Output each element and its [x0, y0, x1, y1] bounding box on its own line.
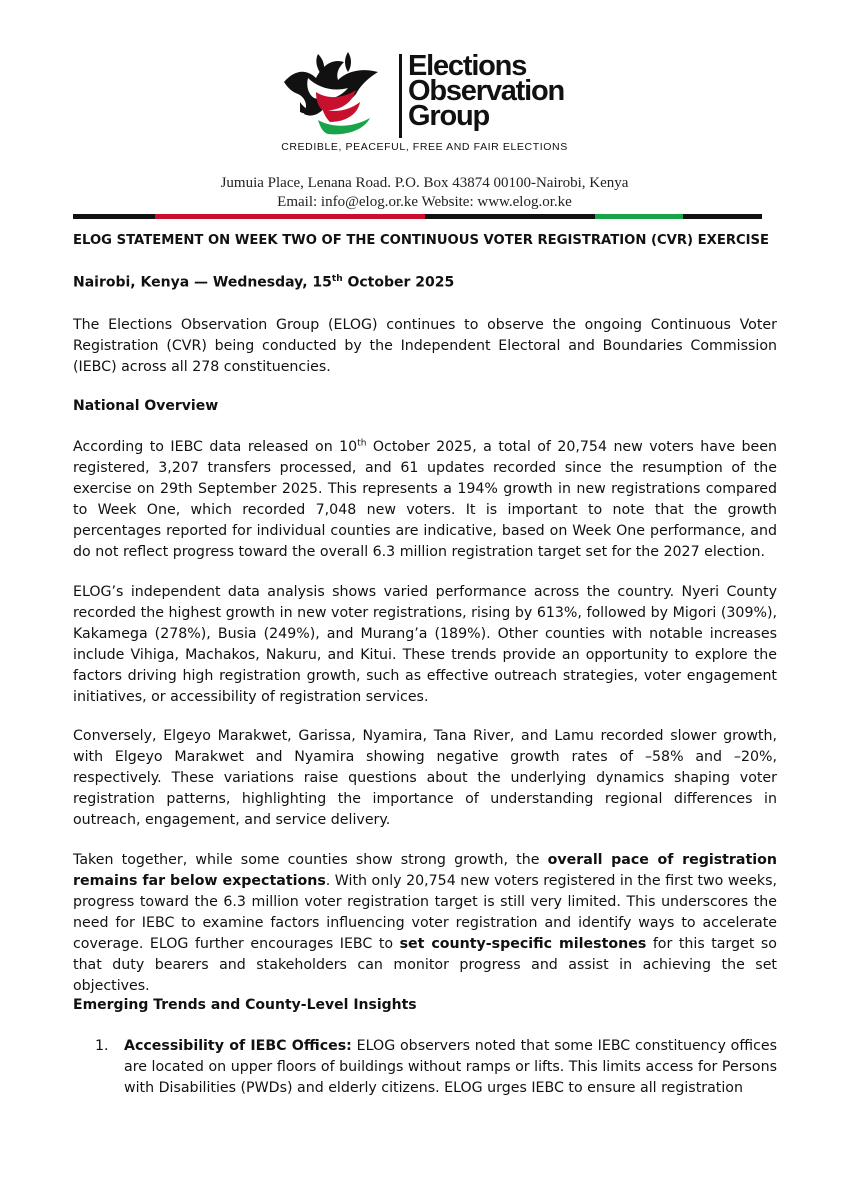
paragraph-text: According to IEBC data released on 10: [73, 439, 358, 455]
superscript: th: [357, 438, 367, 449]
header-rule-black: [425, 214, 595, 219]
header-rule-black: [73, 214, 155, 219]
list-item: [95, 1036, 777, 1099]
analysis-paragraph: ELOG’s independent data analysis shows varied performance across the country. Nyeri County recorded the highest growth in new voter registrations, rising by 613%, followed by Migori (309%), Kakamega (278%), Busia (249%), and Murang’a (189%). Other counties with notable increases include Vihiga, Machakos, Nakuru, and Kitui. These trends provide an opportunity to explore the factors driving high registration growth, such as effective outreach strategies, voter engagement initiatives, or accessibility of registration services.: [73, 584, 777, 705]
header-rule-red: [155, 214, 425, 219]
emphasis-text: set county-specific milestones: [399, 936, 647, 952]
section-heading: National Overview: [73, 398, 219, 414]
list-text: [124, 1036, 777, 1099]
section-heading: Emerging Trends and County-Level Insights: [73, 997, 417, 1013]
letterhead-address: [0, 174, 849, 212]
list-number: 1.: [95, 1038, 109, 1054]
list-item-heading: Accessibility of IEBC Offices:: [124, 1038, 352, 1054]
paragraph-text: Taken together, while some counties show strong growth, the: [73, 852, 548, 868]
logo-line-3: Group: [408, 100, 489, 132]
logo-divider: [399, 54, 402, 138]
header-rule-green: [595, 214, 683, 219]
emphasis-text: overall pace of registration remains far below expectations: [73, 852, 777, 889]
address-line: Jumuia Place, Lenana Road. P.O. Box 43874 00100-Nairobi, Kenya: [220, 175, 629, 191]
dateline-text: Nairobi, Kenya — Wednesday, 15: [73, 274, 332, 291]
tagline: CREDIBLE, PEACEFUL, FREE AND FAIR ELECTIONS: [281, 141, 568, 153]
paragraph-text: for this target so that duty bearers and stakeholders can monitor progress and assist in achieving the set objectives.: [73, 936, 777, 994]
logo-line-2: Observation: [408, 75, 565, 107]
dateline-text: October 2025: [342, 274, 455, 291]
dateline-sup: th: [331, 274, 343, 284]
summary-paragraph: [73, 850, 777, 997]
intro-paragraph: The Elections Observation Group (ELOG) continues to observe the ongoing Continuous Voter Registration (CVR) being conducted by the Independent Electoral and Boundaries Commission (IEBC) across all 278 constituencies.: [73, 317, 777, 375]
contact-line: Email: info@elog.or.ke Website: www.elog.or.ke: [277, 194, 572, 210]
logo-wordmark: [408, 50, 565, 132]
paragraph-text: October 2025, a total of 20,754 new voters have been registered, 3,207 transfers processed, and 61 updates recorded since the resumption of the exercise on 29th September 2025. This represents a 194% growth in new registrations compared to Week One, which recorded 7,048 new voters. It is important to note that the growth percentages reported for individual counties are indicative, based on Week One performance, and do not reflect progress toward the overall 6.3 million registration target set for the 2027 election.: [73, 439, 777, 560]
statement-title: ELOG STATEMENT ON WEEK TWO OF THE CONTINUOUS VOTER REGISTRATION (CVR) EXERCISE: [73, 233, 770, 248]
logo-line-1: Elections: [408, 50, 527, 82]
dove-logo-icon: [278, 48, 398, 140]
overview-paragraph: [73, 437, 777, 563]
header-rule-black: [683, 214, 762, 219]
conversely-paragraph: Conversely, Elgeyo Marakwet, Garissa, Nyamira, Tana River, and Lamu recorded slower growth, with Elgeyo Marakwet and Nyamira showing negative growth rates of –58% and –20%, respectively. These variations raise questions about the underlying dynamics shaping voter registration patterns, highlighting the importance of understanding regional differences in outreach, engagement, and service delivery.: [73, 728, 777, 828]
dateline: [73, 274, 454, 291]
paragraph-text: . With only 20,754 new voters registered in the first two weeks, progress toward the 6.3 million voter registration target is still very limited. This underscores the need for IEBC to examine factors influencing voter registration and identify ways to accelerate coverage. ELOG further encourages IEBC to: [73, 873, 777, 952]
elog-logo: [278, 44, 578, 142]
list-item-body: ELOG observers noted that some IEBC constituency offices are located on upper floors of buildings without ramps or lifts. This limits access for Persons with Disabilities (PWDs) and elderly citizens. ELOG urges IEBC to ensure all registration: [124, 1038, 777, 1096]
